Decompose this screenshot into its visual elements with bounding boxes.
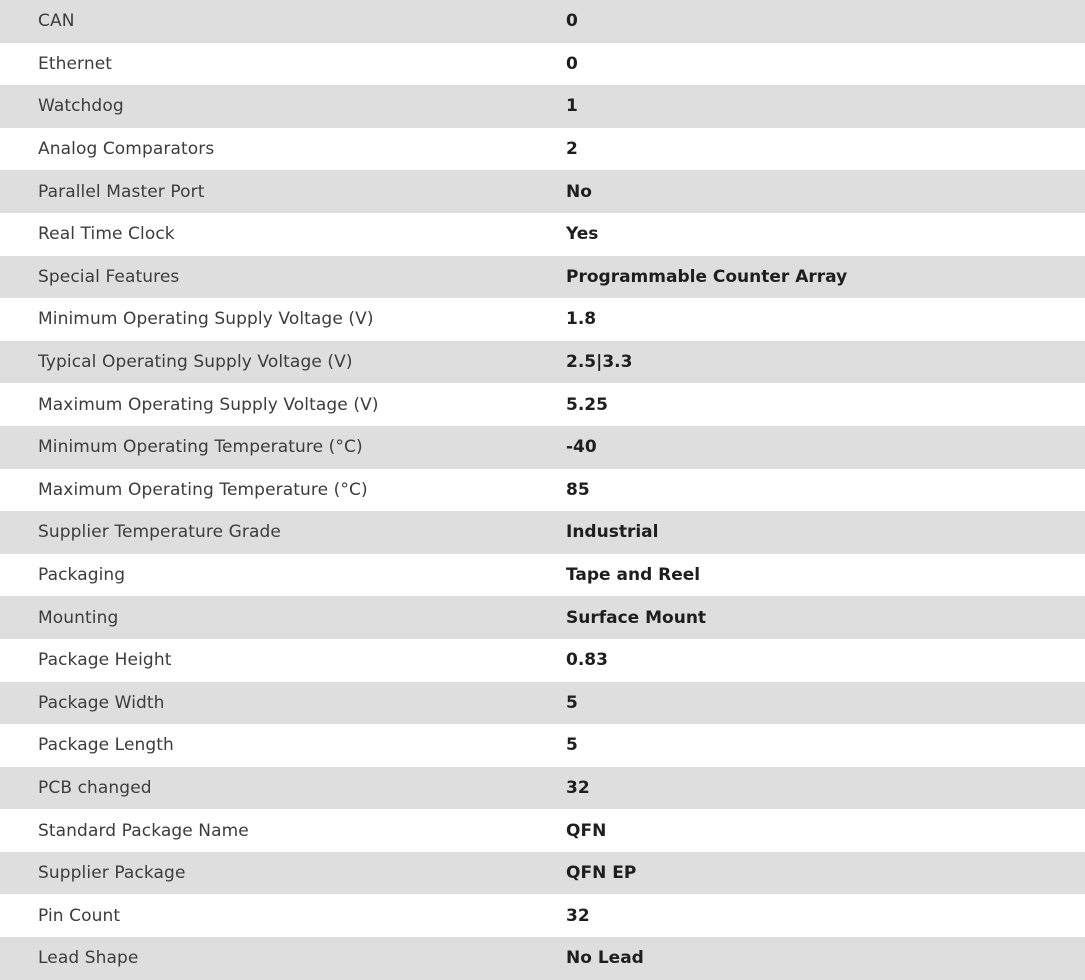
spec-label: Watchdog xyxy=(38,96,124,117)
spec-label: Parallel Master Port xyxy=(38,181,205,202)
spec-row-supplier-package xyxy=(0,852,1085,895)
spec-label: Mounting xyxy=(38,607,119,628)
spec-value: 5.25 xyxy=(566,394,608,415)
spec-label: Standard Package Name xyxy=(38,820,249,841)
spec-row-typ-supply-voltage xyxy=(0,341,1085,384)
spec-row-max-supply-voltage xyxy=(0,383,1085,426)
spec-value: 5 xyxy=(566,692,578,713)
spec-row-max-temperature xyxy=(0,469,1085,512)
spec-label: Typical Operating Supply Voltage (V) xyxy=(38,352,353,373)
spec-value: Industrial xyxy=(566,522,659,543)
spec-row-package-height xyxy=(0,639,1085,682)
spec-value: QFN EP xyxy=(566,863,637,884)
spec-value: 85 xyxy=(566,479,590,500)
spec-value: 2.5|3.3 xyxy=(566,352,633,373)
spec-value: 1 xyxy=(566,96,578,117)
spec-row-real-time-clock xyxy=(0,213,1085,256)
spec-label: PCB changed xyxy=(38,777,152,798)
spec-label: Special Features xyxy=(38,266,180,287)
spec-label: Ethernet xyxy=(38,53,113,74)
spec-label: Maximum Operating Supply Voltage (V) xyxy=(38,394,379,415)
spec-label: Supplier Package xyxy=(38,863,186,884)
spec-row-watchdog xyxy=(0,85,1085,128)
spec-value: 5 xyxy=(566,735,578,756)
spec-label: Minimum Operating Supply Voltage (V) xyxy=(38,309,374,330)
spec-value: No Lead xyxy=(566,948,644,969)
spec-row-mounting xyxy=(0,596,1085,639)
spec-row-temperature-grade xyxy=(0,511,1085,554)
spec-value: 2 xyxy=(566,139,578,160)
spec-row-pcb-changed xyxy=(0,767,1085,810)
spec-value: 0.83 xyxy=(566,650,608,671)
spec-row-special-features xyxy=(0,256,1085,299)
spec-value: -40 xyxy=(566,437,597,458)
spec-value: Programmable Counter Array xyxy=(566,266,848,287)
spec-label: Real Time Clock xyxy=(38,224,175,245)
spec-label: Package Width xyxy=(38,692,165,713)
spec-row-ethernet xyxy=(0,43,1085,86)
spec-label: Package Length xyxy=(38,735,174,756)
spec-label: Maximum Operating Temperature (°C) xyxy=(38,479,368,500)
spec-row-packaging xyxy=(0,554,1085,597)
spec-row-can xyxy=(0,0,1085,43)
spec-row-lead-shape xyxy=(0,937,1085,980)
spec-label: Supplier Temperature Grade xyxy=(38,522,281,543)
spec-label: Lead Shape xyxy=(38,948,139,969)
spec-row-package-length xyxy=(0,724,1085,767)
spec-row-analog-comparators xyxy=(0,128,1085,171)
spec-row-package-width xyxy=(0,682,1085,725)
spec-value: 0 xyxy=(566,11,578,32)
spec-row-min-temperature xyxy=(0,426,1085,469)
spec-label: Packaging xyxy=(38,565,126,586)
spec-value: QFN xyxy=(566,820,607,841)
spec-value: Yes xyxy=(566,224,599,245)
spec-row-pin-count xyxy=(0,894,1085,937)
spec-label: Package Height xyxy=(38,650,172,671)
spec-label: CAN xyxy=(38,11,75,32)
spec-label: Minimum Operating Temperature (°C) xyxy=(38,437,363,458)
spec-value: 32 xyxy=(566,777,590,798)
spec-value: No xyxy=(566,181,592,202)
spec-row-min-supply-voltage xyxy=(0,298,1085,341)
spec-value: 0 xyxy=(566,53,578,74)
spec-value: Surface Mount xyxy=(566,607,707,628)
spec-value: 1.8 xyxy=(566,309,597,330)
spec-value: 32 xyxy=(566,905,590,926)
spec-label: Analog Comparators xyxy=(38,139,215,160)
spec-value: Tape and Reel xyxy=(566,565,701,586)
spec-label: Pin Count xyxy=(38,905,121,926)
spec-row-standard-package-name xyxy=(0,809,1085,852)
spec-row-parallel-master-port xyxy=(0,170,1085,213)
